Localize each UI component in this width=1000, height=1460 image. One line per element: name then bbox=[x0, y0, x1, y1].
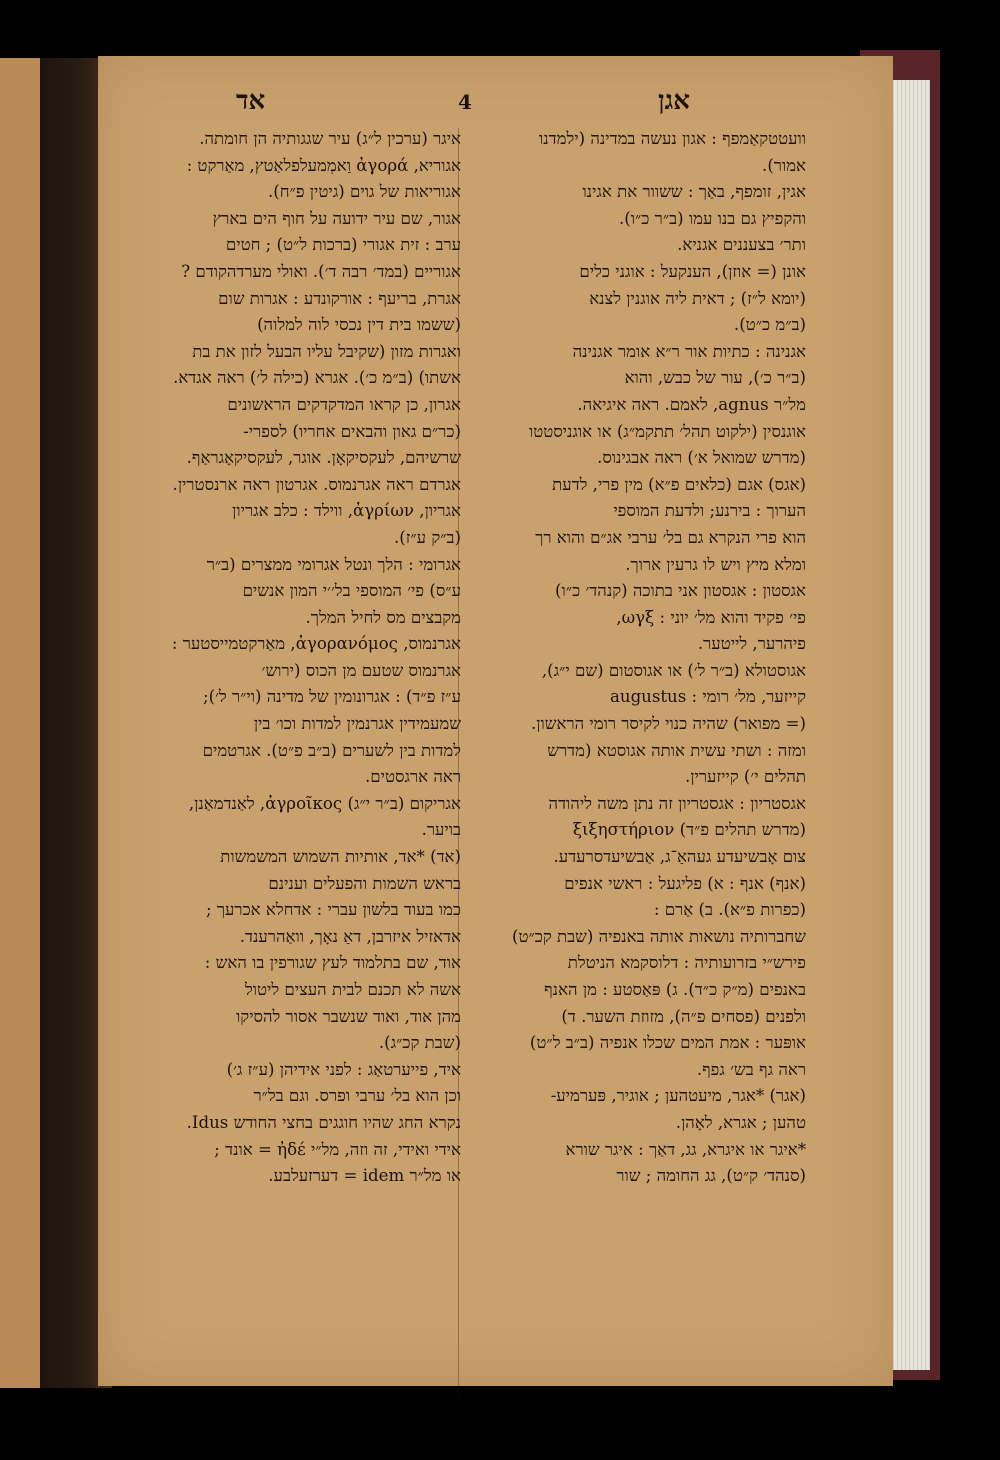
text-line: פירש״י בזרועותיה : דלוסקמא הניטלת bbox=[567, 953, 806, 973]
text-line: ע״ז פ״ד) : אגרונומין של מדינה (וי״ר ל׳); bbox=[203, 687, 461, 707]
text-line: בראש השמות והפעלים וענינם bbox=[268, 873, 461, 893]
text-line: (אגס) אגם (כלאים פ״א) מין פרי, לדעת bbox=[552, 474, 806, 494]
text-line: נקרא החג שהיו חוגגים בחצי החודש Idus. bbox=[186, 1112, 461, 1132]
text-line: אגריקום (ב״ר י״ג) ἀγροῖκος, לאַנדמאַנן, bbox=[188, 793, 461, 813]
text-line: והקפיץ גם בנו עמו (ב״ר כ״ו). bbox=[618, 208, 806, 228]
text-line: טהען ; אגרא, לאָהן. bbox=[675, 1112, 806, 1132]
text-line: אגרדם ראה אגרנמוס. אגרטון ראה ארנסטרין. bbox=[172, 474, 461, 494]
text-line: אגנינה : כתיות אור ר״א אומר אגנינה bbox=[572, 341, 806, 361]
text-line: (מדרש שמואל א׳) ראה אבגינוס. bbox=[597, 448, 806, 468]
text-line: ערב : זית אגורי (ברכות ל״ט) ; חטים bbox=[225, 235, 461, 255]
text-line: אדאזיל איזרבן, דאַ נאָך, וואַהרענד. bbox=[239, 926, 461, 946]
text-line: ולפנים (פסחים פ״ה), מזוזת השער. ד) bbox=[561, 1006, 806, 1026]
text-line: (כר״ם גאון והבאים אחריו) לספרי- bbox=[243, 421, 461, 441]
text-line: צום אָבשיעדע געהאַ־ג, אַבשיעדסרעדע. bbox=[553, 847, 806, 867]
text-line: ומזה : ושתי עשית אותה אגוסטא (מדרש bbox=[547, 740, 806, 760]
text-line: (אנף) אנף : א) פליגעל : ראשי אנפים bbox=[564, 873, 806, 893]
text-line: אופּער : אמת המים שכלו אנפיה (ב״ב ל״ט) bbox=[529, 1033, 806, 1053]
text-line: וועטטקאַמפף : אגון נעשה במדינה (ילמדנו bbox=[539, 129, 806, 148]
text-line: ראה גף בש׳ גפף. bbox=[696, 1059, 806, 1079]
text-line: ע״ס) פי׳ המוספי בל׳׳י המון אנשים bbox=[242, 581, 461, 601]
text-line: אמור). bbox=[762, 155, 806, 175]
page-number: 4 bbox=[458, 90, 472, 114]
text-line: (ששמו בית דין נכסי לוה למלוה) bbox=[257, 315, 461, 335]
text-line: הערוך : בירנע; ולדעת המוספי bbox=[613, 501, 806, 521]
text-line: איגר (ערכין ל״ג) עיר שגגותיה הן חומתה. bbox=[199, 129, 461, 148]
text-line: (אד) *אד, אותיות השמוש המשמשות bbox=[220, 847, 461, 867]
text-line: שרשיהם, לעקסיקאָן. אוגר, לעקסיקאָגראַף. bbox=[186, 448, 461, 468]
text-line: אגרת, בריעף : אורקונדע : אגרות שום bbox=[218, 288, 461, 308]
text-line: אגרנמוס שטעם מן הכוס (ירוש׳ bbox=[261, 660, 461, 680]
text-line: פי׳ פקיד והוא מל׳ יוני : ωγξ, bbox=[616, 607, 806, 627]
text-line: אגריון, ἀγρίων, ווילד : כלב אגריון bbox=[232, 501, 461, 521]
text-line: ראה ארגסטים. bbox=[365, 767, 461, 787]
text-line: (סנהד׳ ק״ט), גג החומה ; שור bbox=[616, 1166, 806, 1186]
text-line: למדות בין לשערים (ב״ב פ״ט). אגרטמים bbox=[202, 740, 461, 760]
running-head-left: אד bbox=[236, 86, 266, 116]
text-line: אגרומי : הלך ונטל אגרומי ממצרים (ב״ר bbox=[206, 554, 461, 574]
text-line: וכן הוא בל׳ ערבי ופרס. וגם בל״ר bbox=[253, 1086, 461, 1106]
text-line: (אגר) *אגר, מיעטהען ; אוגיר, פּערמיע- bbox=[550, 1086, 806, 1106]
text-line: (ב״מ כ״ט). bbox=[733, 315, 806, 335]
text-line: (= מפואר) שהיה כנוי לקיסר רומי הראשון. bbox=[531, 714, 806, 734]
text-line: פיהרער, לייטער. bbox=[697, 634, 806, 654]
text-line: איד, פייערטאַג : לפני אידיהן (ע״ז ג׳) bbox=[226, 1059, 461, 1079]
text-line: אגין, זומפף, באַך : ששוור את אגינו bbox=[582, 182, 806, 202]
text-line: הוא פרי הנקרא גם בל׳ ערבי אג״ם והוא רך bbox=[535, 527, 806, 547]
text-line: ואגרות מזון (שקיבל עליו הבעל לזון את בת bbox=[192, 341, 461, 361]
book-page bbox=[98, 56, 893, 1386]
text-line: או מל״ר idem = דערזעלבע. bbox=[268, 1166, 461, 1186]
running-head-right: אגן bbox=[658, 86, 690, 116]
text-line: אגוריים (במד׳ רבה ד׳). ואולי מערדהקודם ? bbox=[181, 261, 461, 281]
text-line: (כפרות פ״א). ב) אַרם : bbox=[653, 900, 806, 920]
text-line: באנפים (מ״ק כ״ד). ג) פּאַסטע : מן האנף bbox=[544, 980, 806, 999]
text-line: שחברותיה נושאות אותה באנפיה (שבת קכ״ט) bbox=[511, 926, 806, 946]
text-line: מל״ר agnus, לאמם. ראה איגיאה. bbox=[577, 394, 806, 414]
left-column bbox=[116, 126, 461, 1190]
text-line: אגסטריון : אגסטריון זה נתן משה ליהודה bbox=[548, 793, 806, 813]
text-line: אגרנמוס, ἀγορανόμος, מאַרקטמייסטער : bbox=[171, 634, 461, 654]
text-line: אגרון, כן קראו המדקדקים הראשונים bbox=[227, 394, 461, 414]
text-line: אגור, שם עיר ידועה על חוף הים בארץ bbox=[212, 208, 461, 228]
text-line: מהן אוד, ואוד שנשבר אסור להסיקו bbox=[236, 1006, 461, 1026]
previous-page-edge bbox=[0, 58, 40, 1388]
text-line: (ב״ר כ׳), עור של כבש, והוא bbox=[624, 368, 806, 388]
text-line: ותר׳ בצעננים אגניא. bbox=[677, 235, 806, 255]
text-line: אשה לא תכנם לבית העצים ליטול bbox=[244, 980, 461, 999]
text-line: אונן (= אוזן), הענקעל : אוגני כלים bbox=[579, 261, 806, 281]
column-divider bbox=[458, 128, 459, 1398]
text-line: שמעמידין אגרנמין למדות וכו׳ בין bbox=[253, 714, 461, 734]
text-line: ומלא מיץ ויש לו גרעין ארוך. bbox=[625, 554, 806, 574]
text-line: אגוריא, ἀγορά וַאמְמעלפלאַטץ, מאַרקט : bbox=[186, 155, 461, 175]
text-line: (ב״ק ע״ז). bbox=[394, 527, 461, 547]
text-line: (שבת קכ״ג). bbox=[378, 1033, 461, 1053]
text-line: מקבצים מס לחיל המלך. bbox=[305, 607, 461, 627]
text-line: כמו בעוד בלשון עברי : אדחלא אכרעך ; bbox=[205, 900, 461, 920]
text-line: (מדרש תהלים פ״ד) ξιξηστήριον bbox=[572, 820, 806, 840]
text-line: אגוריאות של גוים (גיטין פ״ח). bbox=[267, 182, 461, 202]
text-line: קייזער, מל׳ רומי : augustus bbox=[609, 687, 806, 707]
text-line: *איגר או איגרא, גג, דאַך : איגר שורא bbox=[565, 1139, 806, 1159]
text-line: בויער. bbox=[421, 820, 461, 840]
text-line: אגסטון : אגסטון אני בתוכה (קנהד׳ כ״ו) bbox=[555, 581, 806, 601]
text-line: אידי ואידי, זה וזה, מל״י ἠδέ = אונד ; bbox=[214, 1139, 461, 1159]
text-line: תהלים י׳) קייזערין. bbox=[685, 767, 806, 787]
text-line: אוד, שם בתלמוד לעץ שגורפין בו האש : bbox=[204, 953, 461, 973]
right-column bbox=[461, 126, 806, 1190]
text-line: אגוסטולא (ב״ר ל׳) או אגוסטום (שם י״ג), bbox=[541, 660, 806, 680]
text-line: אשתו) (ב״מ כ׳). אגרא (כילה ל׳) ראה אגדא. bbox=[173, 368, 461, 388]
text-line: (יומא ל״ז) ; דאית ליה אוגנין לצנא bbox=[589, 288, 806, 308]
text-line: אוגנסין (ילקוט תהל׳ תתקמ״ג) או אוגניסטטו bbox=[528, 421, 806, 441]
